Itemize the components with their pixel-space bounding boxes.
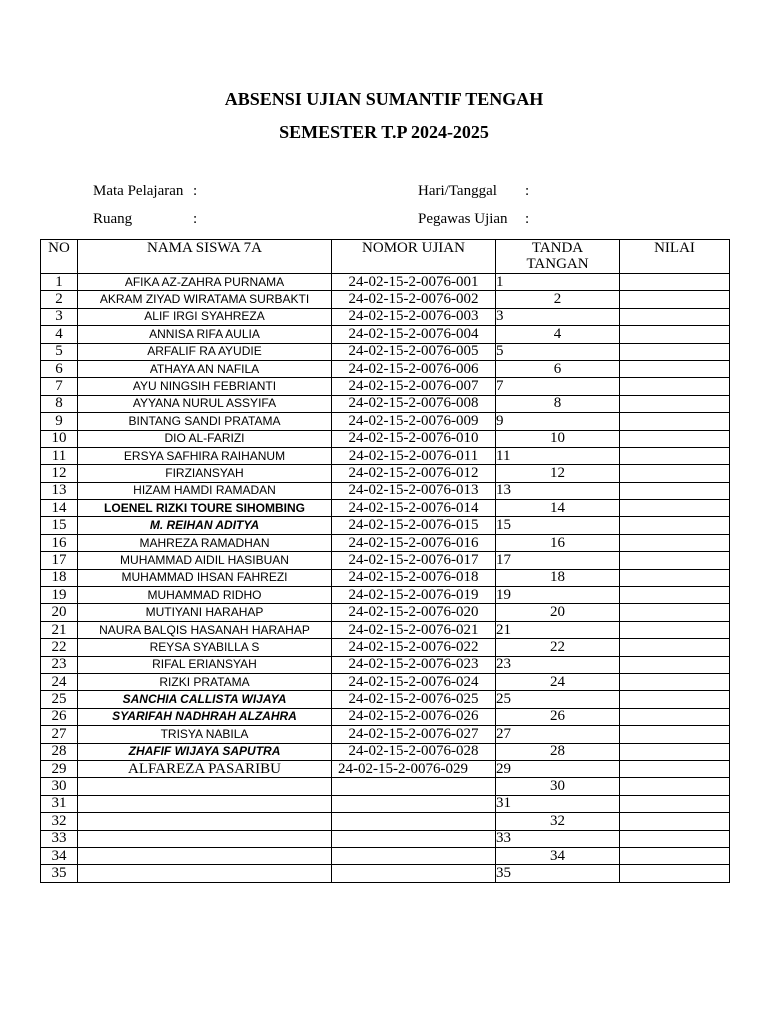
signature-cell: 8 — [496, 395, 620, 412]
grade-cell — [620, 343, 730, 360]
row-number: 4 — [41, 326, 78, 343]
grade-cell — [620, 656, 730, 673]
exam-number — [332, 813, 496, 830]
row-number: 31 — [41, 795, 78, 812]
student-name: MUTIYANI HARAHAP — [78, 604, 332, 621]
exam-number: 24-02-15-2-0076-024 — [332, 673, 496, 690]
exam-number: 24-02-15-2-0076-017 — [332, 552, 496, 569]
exam-number — [332, 795, 496, 812]
student-name: MUHAMMAD AIDIL HASIBUAN — [78, 552, 332, 569]
student-name: REYSA SYABILLA S — [78, 639, 332, 656]
grade-cell — [620, 482, 730, 499]
student-name: ARFALIF RA AYUDIE — [78, 343, 332, 360]
student-name: ERSYA SAFHIRA RAIHANUM — [78, 447, 332, 464]
row-number: 33 — [41, 830, 78, 847]
row-number: 30 — [41, 778, 78, 795]
student-name — [78, 847, 332, 864]
signature-cell: 22 — [496, 639, 620, 656]
grade-cell — [620, 865, 730, 882]
row-number: 22 — [41, 639, 78, 656]
table-row — [41, 656, 730, 673]
student-name: AKRAM ZIYAD WIRATAMA SURBAKTI — [78, 291, 332, 308]
table-row — [41, 378, 730, 395]
table-row — [41, 291, 730, 308]
grade-cell — [620, 569, 730, 586]
table-row — [41, 552, 730, 569]
signature-cell: 24 — [496, 673, 620, 690]
table-row — [41, 569, 730, 586]
signature-cell: 5 — [496, 343, 620, 360]
row-number: 1 — [41, 274, 78, 291]
row-number: 32 — [41, 813, 78, 830]
grade-cell — [620, 778, 730, 795]
exam-number: 24-02-15-2-0076-011 — [332, 447, 496, 464]
row-number: 11 — [41, 447, 78, 464]
student-name: MAHREZA RAMADHAN — [78, 534, 332, 551]
table-row — [41, 413, 730, 430]
header-exam-number: NOMOR UJIAN — [332, 240, 496, 274]
grade-cell — [620, 847, 730, 864]
signature-cell: 26 — [496, 708, 620, 725]
row-number: 18 — [41, 569, 78, 586]
student-name: SYARIFAH NADHRAH ALZAHRA — [78, 708, 332, 725]
student-name: ZHAFIF WIJAYA SAPUTRA — [78, 743, 332, 760]
grade-cell — [620, 308, 730, 325]
signature-cell: 10 — [496, 430, 620, 447]
student-name: RIZKI PRATAMA — [78, 673, 332, 690]
grade-cell — [620, 708, 730, 725]
table-body — [41, 274, 730, 883]
signature-cell: 27 — [496, 726, 620, 743]
exam-number: 24-02-15-2-0076-003 — [332, 308, 496, 325]
student-name: M. REIHAN ADITYA — [78, 517, 332, 534]
student-name: MUHAMMAD RIDHO — [78, 587, 332, 604]
exam-number: 24-02-15-2-0076-020 — [332, 604, 496, 621]
table-row — [41, 778, 730, 795]
attendance-table — [40, 239, 730, 883]
row-number: 19 — [41, 587, 78, 604]
student-name: AYYANA NURUL ASSYIFA — [78, 395, 332, 412]
signature-cell: 14 — [496, 500, 620, 517]
exam-number: 24-02-15-2-0076-004 — [332, 326, 496, 343]
table-row — [41, 743, 730, 760]
exam-number: 24-02-15-2-0076-021 — [332, 621, 496, 638]
signature-cell: 15 — [496, 517, 620, 534]
exam-number: 24-02-15-2-0076-028 — [332, 743, 496, 760]
grade-cell — [620, 639, 730, 656]
row-number: 23 — [41, 656, 78, 673]
student-name: HIZAM HAMDI RAMADAN — [78, 482, 332, 499]
student-name — [78, 795, 332, 812]
grade-cell — [620, 726, 730, 743]
grade-cell — [620, 517, 730, 534]
header-no: NO — [41, 240, 78, 274]
table-row — [41, 830, 730, 847]
signature-cell: 4 — [496, 326, 620, 343]
table-row — [41, 865, 730, 882]
exam-number — [332, 830, 496, 847]
room-label: Ruang — [93, 211, 133, 227]
row-number: 26 — [41, 708, 78, 725]
table-row — [41, 517, 730, 534]
grade-cell — [620, 691, 730, 708]
grade-cell — [620, 447, 730, 464]
signature-cell: 21 — [496, 621, 620, 638]
exam-number: 24-02-15-2-0076-022 — [332, 639, 496, 656]
exam-number: 24-02-15-2-0076-012 — [332, 465, 496, 482]
row-number: 15 — [41, 517, 78, 534]
table-row — [41, 587, 730, 604]
subject-label: Mata Pelajaran — [93, 183, 184, 199]
exam-number — [332, 778, 496, 795]
row-number: 2 — [41, 291, 78, 308]
signature-cell: 29 — [496, 760, 620, 777]
grade-cell — [620, 430, 730, 447]
exam-number: 24-02-15-2-0076-015 — [332, 517, 496, 534]
student-name: NAURA BALQIS HASANAH HARAHAP — [78, 621, 332, 638]
exam-number: 24-02-15-2-0076-027 — [332, 726, 496, 743]
grade-cell — [620, 291, 730, 308]
grade-cell — [620, 360, 730, 377]
row-number: 3 — [41, 308, 78, 325]
signature-cell: 23 — [496, 656, 620, 673]
subject-colon: : — [193, 183, 198, 199]
exam-number: 24-02-15-2-0076-010 — [332, 430, 496, 447]
signature-cell: 12 — [496, 465, 620, 482]
row-number: 16 — [41, 534, 78, 551]
exam-number: 24-02-15-2-0076-026 — [332, 708, 496, 725]
header-signature: TANDA TANGAN — [496, 240, 620, 274]
table-row — [41, 691, 730, 708]
table-row — [41, 395, 730, 412]
row-number: 24 — [41, 673, 78, 690]
signature-cell: 3 — [496, 308, 620, 325]
row-number: 6 — [41, 360, 78, 377]
exam-number: 24-02-15-2-0076-025 — [332, 691, 496, 708]
row-number: 5 — [41, 343, 78, 360]
grade-cell — [620, 830, 730, 847]
student-name — [78, 830, 332, 847]
header-grade: NILAI — [620, 240, 730, 274]
grade-cell — [620, 813, 730, 830]
signature-cell: 1 — [496, 274, 620, 291]
row-number: 21 — [41, 621, 78, 638]
table-row — [41, 604, 730, 621]
row-number: 29 — [41, 760, 78, 777]
signature-cell: 2 — [496, 291, 620, 308]
table-row — [41, 760, 730, 777]
signature-cell: 25 — [496, 691, 620, 708]
grade-cell — [620, 395, 730, 412]
grade-cell — [620, 465, 730, 482]
signature-cell: 9 — [496, 413, 620, 430]
table-row — [41, 639, 730, 656]
document-subtitle: SEMESTER T.P 2024-2025 — [279, 122, 489, 142]
exam-number: 24-02-15-2-0076-029 — [332, 760, 496, 777]
exam-number: 24-02-15-2-0076-005 — [332, 343, 496, 360]
date-colon: : — [525, 183, 530, 199]
row-number: 9 — [41, 413, 78, 430]
exam-number: 24-02-15-2-0076-009 — [332, 413, 496, 430]
exam-number: 24-02-15-2-0076-018 — [332, 569, 496, 586]
exam-number — [332, 865, 496, 882]
grade-cell — [620, 673, 730, 690]
table-row — [41, 326, 730, 343]
grade-cell — [620, 274, 730, 291]
signature-cell: 30 — [496, 778, 620, 795]
student-name: DIO AL-FARIZI — [78, 430, 332, 447]
table-row — [41, 534, 730, 551]
signature-cell: 18 — [496, 569, 620, 586]
table-row — [41, 447, 730, 464]
student-name: ANNISA RIFA AULIA — [78, 326, 332, 343]
table-header-row — [41, 240, 730, 274]
table-row — [41, 708, 730, 725]
row-number: 8 — [41, 395, 78, 412]
student-name: AFIKA AZ-ZAHRA PURNAMA — [78, 274, 332, 291]
student-name: SANCHIA CALLISTA WIJAYA — [78, 691, 332, 708]
exam-number: 24-02-15-2-0076-019 — [332, 587, 496, 604]
signature-cell: 17 — [496, 552, 620, 569]
grade-cell — [620, 500, 730, 517]
student-name — [78, 778, 332, 795]
row-number: 14 — [41, 500, 78, 517]
row-number: 28 — [41, 743, 78, 760]
table-row — [41, 308, 730, 325]
grade-cell — [620, 378, 730, 395]
exam-number: 24-02-15-2-0076-006 — [332, 360, 496, 377]
table-row — [41, 795, 730, 812]
signature-cell: 7 — [496, 378, 620, 395]
student-name: LOENEL RIZKI TOURE SIHOMBING — [78, 500, 332, 517]
table-row — [41, 465, 730, 482]
table-row — [41, 726, 730, 743]
row-number: 10 — [41, 430, 78, 447]
signature-cell: 35 — [496, 865, 620, 882]
student-name: AYU NINGSIH FEBRIANTI — [78, 378, 332, 395]
signature-cell: 19 — [496, 587, 620, 604]
table-row — [41, 673, 730, 690]
grade-cell — [620, 743, 730, 760]
row-number: 25 — [41, 691, 78, 708]
table-row — [41, 343, 730, 360]
signature-cell: 33 — [496, 830, 620, 847]
table-row — [41, 360, 730, 377]
exam-number: 24-02-15-2-0076-002 — [332, 291, 496, 308]
student-name: RIFAL ERIANSYAH — [78, 656, 332, 673]
student-name: ATHAYA AN NAFILA — [78, 360, 332, 377]
row-number: 17 — [41, 552, 78, 569]
student-name — [78, 813, 332, 830]
grade-cell — [620, 587, 730, 604]
grade-cell — [620, 795, 730, 812]
room-colon: : — [193, 211, 198, 227]
table-row — [41, 482, 730, 499]
grade-cell — [620, 413, 730, 430]
student-name: ALIF IRGI SYAHREZA — [78, 308, 332, 325]
signature-cell: 28 — [496, 743, 620, 760]
exam-number: 24-02-15-2-0076-008 — [332, 395, 496, 412]
document-title: ABSENSI UJIAN SUMANTIF TENGAH — [224, 89, 544, 109]
student-name: TRISYA NABILA — [78, 726, 332, 743]
exam-number: 24-02-15-2-0076-013 — [332, 482, 496, 499]
proctor-label: Pegawas Ujian — [418, 211, 508, 227]
row-number: 7 — [41, 378, 78, 395]
exam-number: 24-02-15-2-0076-007 — [332, 378, 496, 395]
grade-cell — [620, 552, 730, 569]
row-number: 12 — [41, 465, 78, 482]
signature-cell: 11 — [496, 447, 620, 464]
exam-number: 24-02-15-2-0076-016 — [332, 534, 496, 551]
signature-cell: 32 — [496, 813, 620, 830]
student-name: BINTANG SANDI PRATAMA — [78, 413, 332, 430]
student-name: MUHAMMAD IHSAN FAHREZI — [78, 569, 332, 586]
signature-cell: 13 — [496, 482, 620, 499]
signature-cell: 6 — [496, 360, 620, 377]
row-number: 35 — [41, 865, 78, 882]
table-row — [41, 274, 730, 291]
student-name: ALFAREZA PASARIBU — [78, 760, 332, 777]
row-number: 20 — [41, 604, 78, 621]
header-student-name: NAMA SISWA 7A — [78, 240, 332, 274]
signature-cell: 31 — [496, 795, 620, 812]
table-row — [41, 847, 730, 864]
table-row — [41, 430, 730, 447]
grade-cell — [620, 760, 730, 777]
exam-number: 24-02-15-2-0076-014 — [332, 500, 496, 517]
grade-cell — [620, 621, 730, 638]
signature-cell: 34 — [496, 847, 620, 864]
date-label: Hari/Tanggal — [418, 183, 497, 199]
row-number: 34 — [41, 847, 78, 864]
table-row — [41, 813, 730, 830]
grade-cell — [620, 604, 730, 621]
table-row — [41, 500, 730, 517]
grade-cell — [620, 534, 730, 551]
exam-number: 24-02-15-2-0076-023 — [332, 656, 496, 673]
grade-cell — [620, 326, 730, 343]
student-name — [78, 865, 332, 882]
table-row — [41, 621, 730, 638]
exam-number: 24-02-15-2-0076-001 — [332, 274, 496, 291]
student-name: FIRZIANSYAH — [78, 465, 332, 482]
row-number: 27 — [41, 726, 78, 743]
exam-number — [332, 847, 496, 864]
signature-cell: 20 — [496, 604, 620, 621]
signature-cell: 16 — [496, 534, 620, 551]
row-number: 13 — [41, 482, 78, 499]
proctor-colon: : — [525, 211, 530, 227]
